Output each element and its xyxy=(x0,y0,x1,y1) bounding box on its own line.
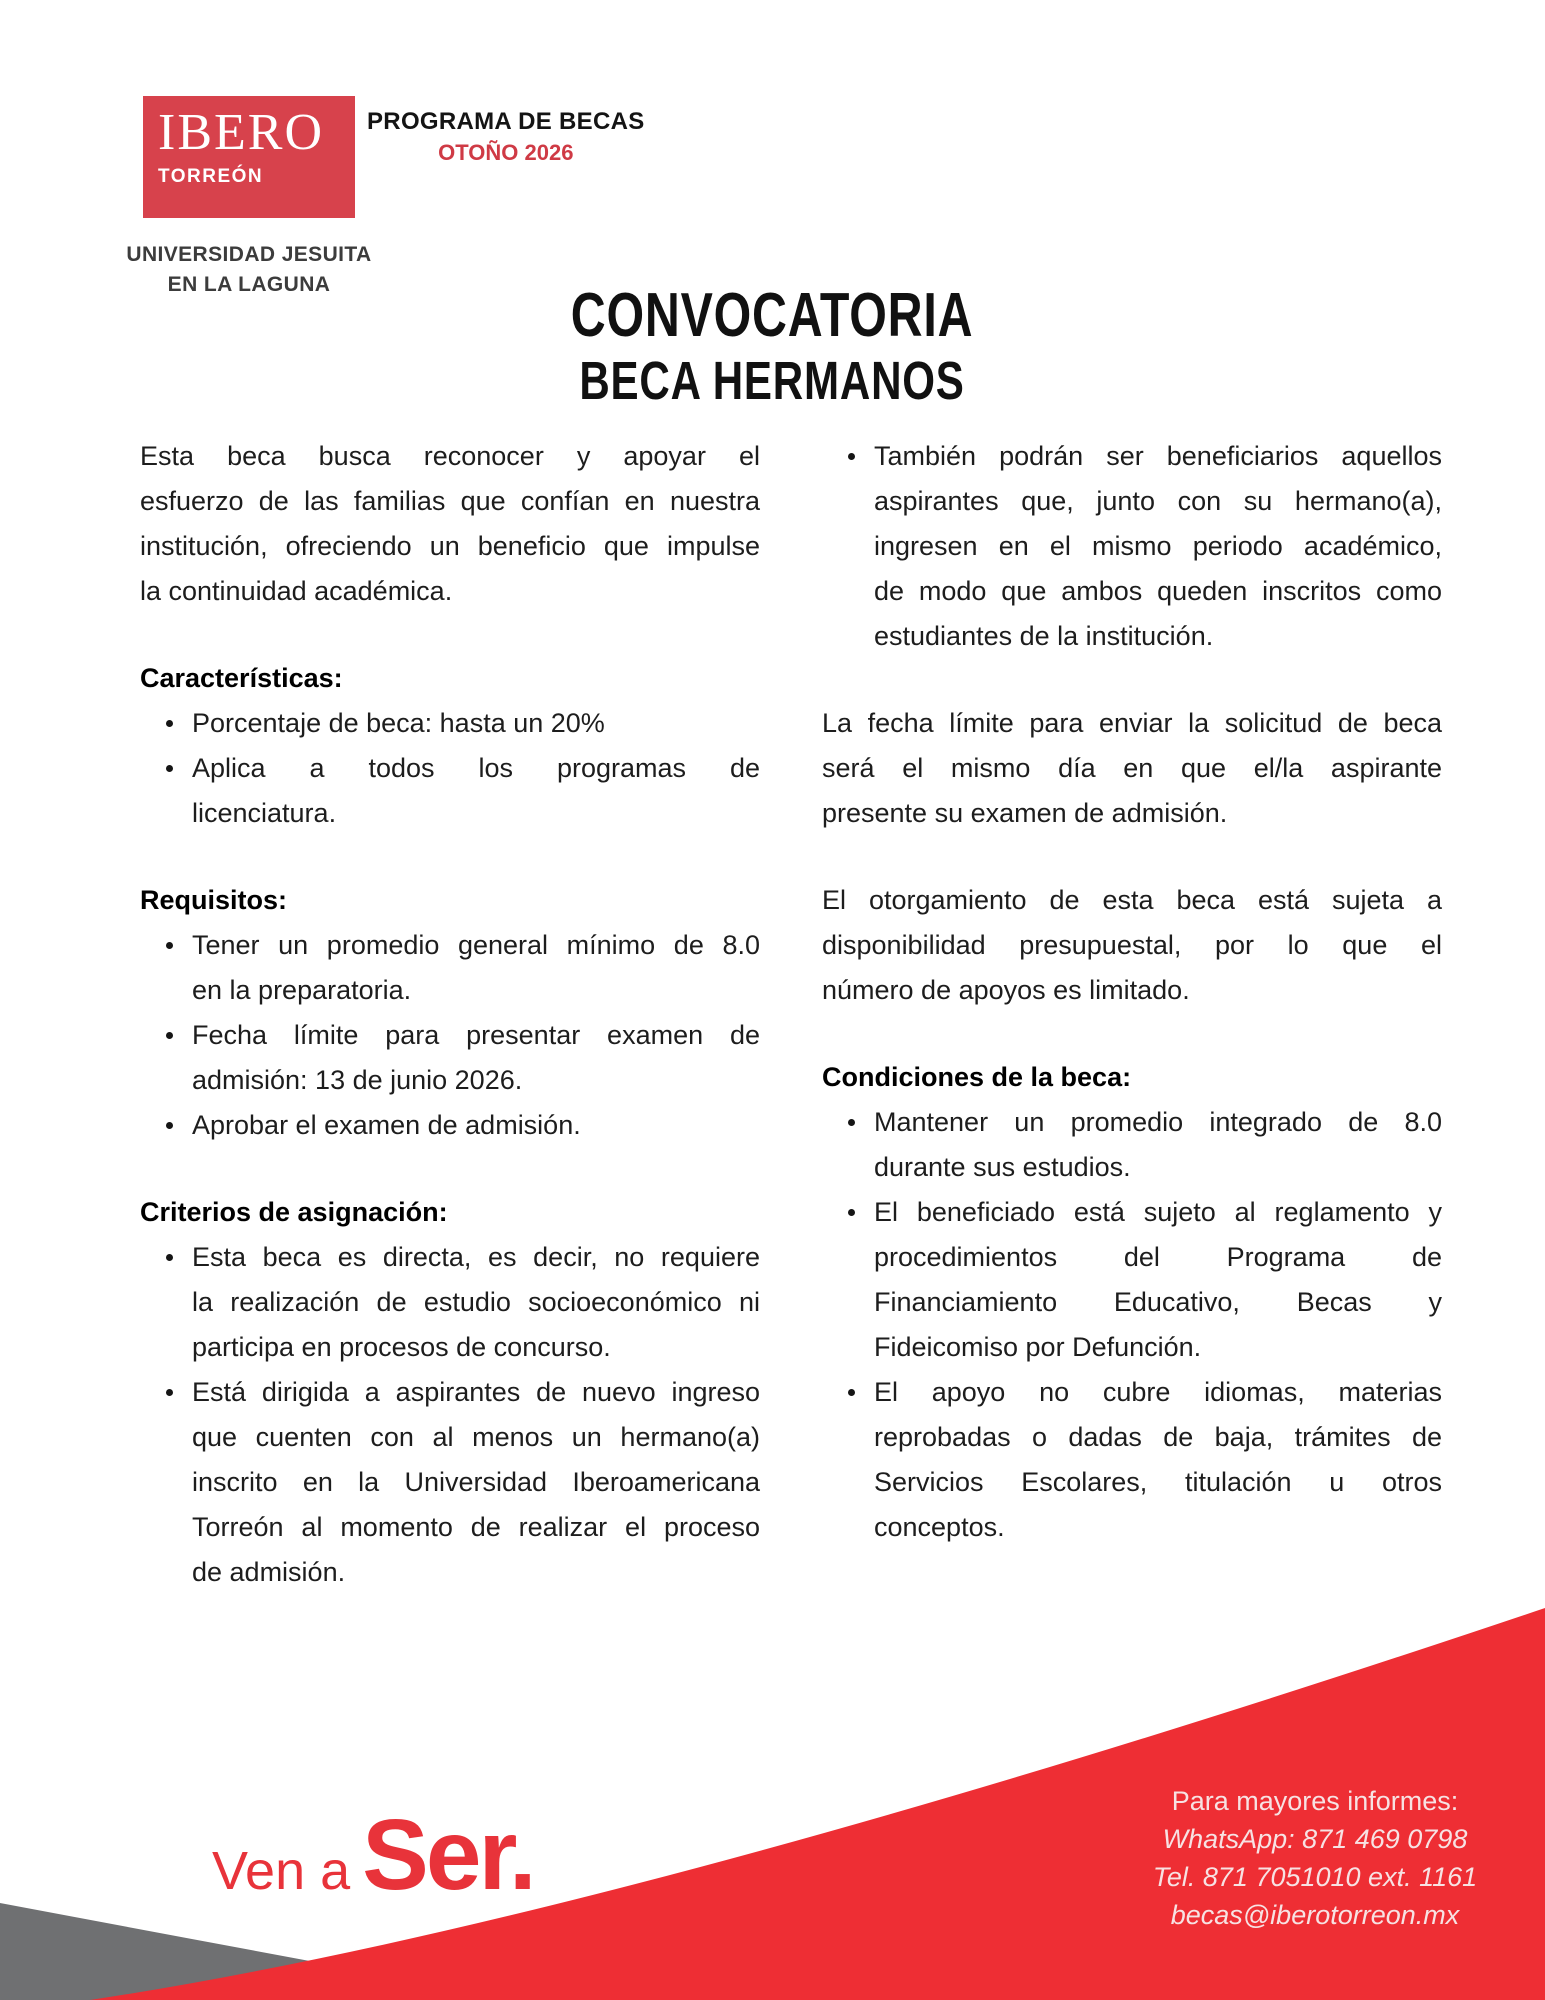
paragraph xyxy=(822,701,1442,836)
bullet-item xyxy=(822,1370,1442,1550)
text-line: El apoyo no cubre idiomas, materias xyxy=(874,1377,1442,1407)
text-line: la realización de estudio socioeconómico ni xyxy=(192,1287,760,1317)
paragraph xyxy=(822,878,1442,1013)
bullet-dot xyxy=(166,1122,173,1129)
program-header xyxy=(367,108,645,166)
logo-subtitle-line1: UNIVERSIDAD JESUITA xyxy=(126,243,372,266)
bullet-item xyxy=(140,746,760,836)
bullet-list xyxy=(140,923,760,1148)
bullet-item xyxy=(140,1235,760,1370)
text-line: de modo que ambos queden inscritos como xyxy=(874,576,1442,606)
contact-heading: Para mayores informes: xyxy=(1171,1786,1459,1816)
text-line: Aprobar el examen de admisión. xyxy=(192,1110,581,1140)
text-line: También podrán ser beneficiarios aquellos xyxy=(874,441,1442,471)
text-line: presente su examen de admisión. xyxy=(822,798,1228,828)
section-heading: Características: xyxy=(140,663,343,693)
bullet-dot xyxy=(166,942,173,949)
logo-wordmark: IBERO xyxy=(158,104,324,161)
logo-city: TORREÓN xyxy=(158,166,264,187)
text-line: disponibilidad presupuestal, por lo que el xyxy=(822,930,1442,960)
text-line: Mantener un promedio integrado de 8.0 xyxy=(874,1107,1442,1137)
bullet-list xyxy=(822,1100,1442,1550)
bullet-item xyxy=(140,1103,760,1148)
text-line: de admisión. xyxy=(192,1557,346,1587)
text-line: Esta beca busca reconocer y apoyar el xyxy=(140,441,760,471)
text-line: aspirantes que, junto con su hermano(a), xyxy=(874,486,1442,516)
bullet-dot xyxy=(848,1119,855,1126)
program-term: OTOÑO 2026 xyxy=(438,140,574,165)
bullet-item xyxy=(822,1100,1442,1190)
contact-email: becas@iberotorreon.mx xyxy=(1170,1900,1460,1930)
bullet-item xyxy=(822,434,1442,659)
text-line: participa en procesos de concurso. xyxy=(192,1332,611,1362)
text-line: Porcentaje de beca: hasta un 20% xyxy=(192,708,605,738)
text-line: Torreón al momento de realizar el proceso xyxy=(192,1512,760,1542)
text-line: Financiamiento Educativo, Becas y xyxy=(874,1287,1442,1317)
logo-subtitle-line2: EN LA LAGUNA xyxy=(167,273,331,296)
title-beca-hermanos xyxy=(0,352,1545,410)
page-title xyxy=(0,281,1545,411)
section-heading: Criterios de asignación: xyxy=(140,1197,448,1227)
text-line: esfuerzo de las familias que confían en nuestra xyxy=(140,486,760,516)
contact-phone: Tel. 871 7051010 ext. 1161 xyxy=(1152,1862,1478,1892)
bullet-dot xyxy=(166,720,173,727)
text-line: licenciatura. xyxy=(192,798,337,828)
text-line: número de apoyos es limitado. xyxy=(822,975,1190,1005)
text-line: durante sus estudios. xyxy=(874,1152,1131,1182)
bullet-item xyxy=(140,1013,760,1103)
text-line: El otorgamiento de esta beca está sujeta a xyxy=(822,885,1442,915)
text-line: Fecha límite para presentar examen de xyxy=(192,1020,760,1050)
text-line: Fideicomiso por Defunción. xyxy=(874,1332,1202,1362)
ibero-logo xyxy=(143,96,355,218)
title-line1-text: CONVOCATORIA xyxy=(571,281,974,350)
text-line: El beneficiado está sujeto al reglamento y xyxy=(874,1197,1442,1227)
text-line: institución, ofreciendo un beneficio que impulse xyxy=(140,531,760,561)
contact-info xyxy=(1085,1782,1545,1934)
text-line: admisión: 13 de junio 2026. xyxy=(192,1065,523,1095)
bullet-item xyxy=(140,923,760,1013)
text-line: Está dirigida a aspirantes de nuevo ingreso xyxy=(192,1377,760,1407)
text-line: estudiantes de la institución. xyxy=(874,621,1214,651)
text-line: reprobadas o dadas de baja, trámites de xyxy=(874,1422,1442,1452)
bullet-list xyxy=(140,701,760,836)
title-line2-text: BECA HERMANOS xyxy=(579,351,966,411)
program-title: PROGRAMA DE BECAS xyxy=(367,108,645,135)
bullet-dot xyxy=(848,1389,855,1396)
text-line: procedimientos del Programa de xyxy=(874,1242,1442,1272)
bullet-item xyxy=(140,701,760,746)
section-heading: Condiciones de la beca: xyxy=(822,1062,1132,1092)
text-line: en la preparatoria. xyxy=(192,975,412,1005)
text-line: Aplica a todos los programas de xyxy=(192,753,760,783)
section-heading: Requisitos: xyxy=(140,885,288,915)
slogan-word: Ser. xyxy=(362,1799,534,1911)
bullet-dot xyxy=(166,765,173,772)
text-line: la continuidad académica. xyxy=(140,576,453,606)
text-line: que cuenten con al menos un hermano(a) xyxy=(192,1422,760,1452)
bullet-dot xyxy=(848,1209,855,1216)
bullet-dot xyxy=(166,1254,173,1261)
bullet-dot xyxy=(166,1389,173,1396)
bullet-dot xyxy=(848,453,855,460)
ven-a-ser-logo xyxy=(212,1798,534,1913)
text-line: Esta beca es directa, es decir, no requiere xyxy=(192,1242,760,1272)
right-column xyxy=(822,434,1442,1550)
left-column xyxy=(140,434,760,1595)
text-line: Tener un promedio general mínimo de 8.0 xyxy=(192,930,760,960)
text-line: La fecha límite para enviar la solicitud de beca xyxy=(822,708,1442,738)
title-convocatoria xyxy=(0,281,1545,350)
text-line: inscrito en la Universidad Iberoamericana xyxy=(192,1467,760,1497)
paragraph xyxy=(140,434,760,614)
text-line: ingresen en el mismo periodo académico, xyxy=(874,531,1442,561)
text-line: será el mismo día en que el/la aspirante xyxy=(822,753,1442,783)
bullet-dot xyxy=(166,1032,173,1039)
bullet-list xyxy=(822,434,1442,659)
bullet-item xyxy=(822,1190,1442,1370)
text-line: Servicios Escolares, titulación u otros xyxy=(874,1467,1442,1497)
slogan-prefix: Ven a xyxy=(212,1841,351,1901)
text-line: conceptos. xyxy=(874,1512,1005,1542)
contact-whatsapp: WhatsApp: 871 469 0798 xyxy=(1162,1824,1468,1854)
